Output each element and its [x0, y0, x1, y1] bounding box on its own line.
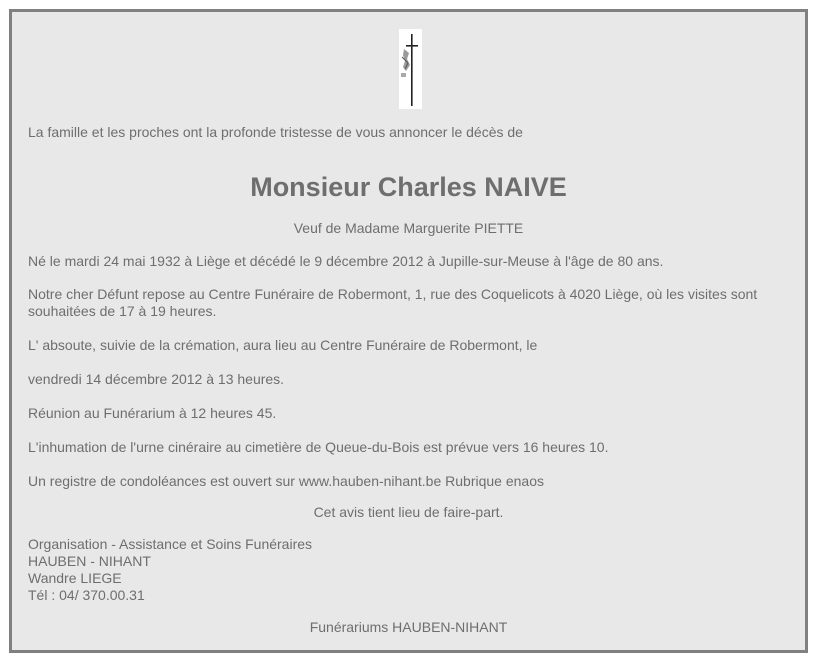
- cross-emblem-image: [399, 29, 422, 109]
- organisation-line-3: Wandre LIEGE: [28, 570, 122, 586]
- organisation-line-1: Organisation - Assistance et Soins Funéraires: [28, 536, 313, 552]
- obituary-card: [9, 9, 808, 653]
- intro-text: La famille et les proches ont la profonde tristesse de vous annoncer le décès de: [28, 124, 523, 140]
- organisation-phone: Tél : 04/ 370.00.31: [28, 587, 145, 603]
- deceased-name: Monsieur Charles NAIVE: [250, 172, 567, 202]
- birth-death-text: Né le mardi 24 mai 1932 à Liège et décédé le 9 décembre 2012 à Jupille-sur-Meuse à l'âge de 80 ans.: [28, 253, 664, 269]
- cross-icon: [399, 29, 422, 109]
- reunion-text: Réunion au Funérarium à 12 heures 45.: [28, 405, 277, 421]
- absoute-text: L' absoute, suivie de la crémation, aura lieu au Centre Funéraire de Robermont, le: [28, 337, 538, 353]
- faire-part-text: Cet avis tient lieu de faire-part.: [313, 504, 504, 520]
- spouse-text: Veuf de Madame Marguerite PIETTE: [293, 220, 524, 236]
- ceremony-date-text: vendredi 14 décembre 2012 à 13 heures.: [28, 371, 285, 387]
- organisation-line-2: HAUBEN - NIHANT: [28, 553, 151, 569]
- registre-text: Un registre de condoléances est ouvert sur www.hauben-nihant.be Rubrique enaos: [28, 473, 544, 489]
- inhumation-text: L'inhumation de l'urne cinéraire au cimetière de Queue-du-Bois est prévue vers 16 heures 10.: [28, 439, 609, 455]
- footer-text: Funérariums HAUBEN-NIHANT: [309, 619, 508, 635]
- rests-text: Notre cher Défunt repose au Centre Funéraire de Robermont, 1, rue des Coquelicots à 4020 Liège, où les visites sont souhaitées de 17 à 19 heures.: [28, 286, 758, 319]
